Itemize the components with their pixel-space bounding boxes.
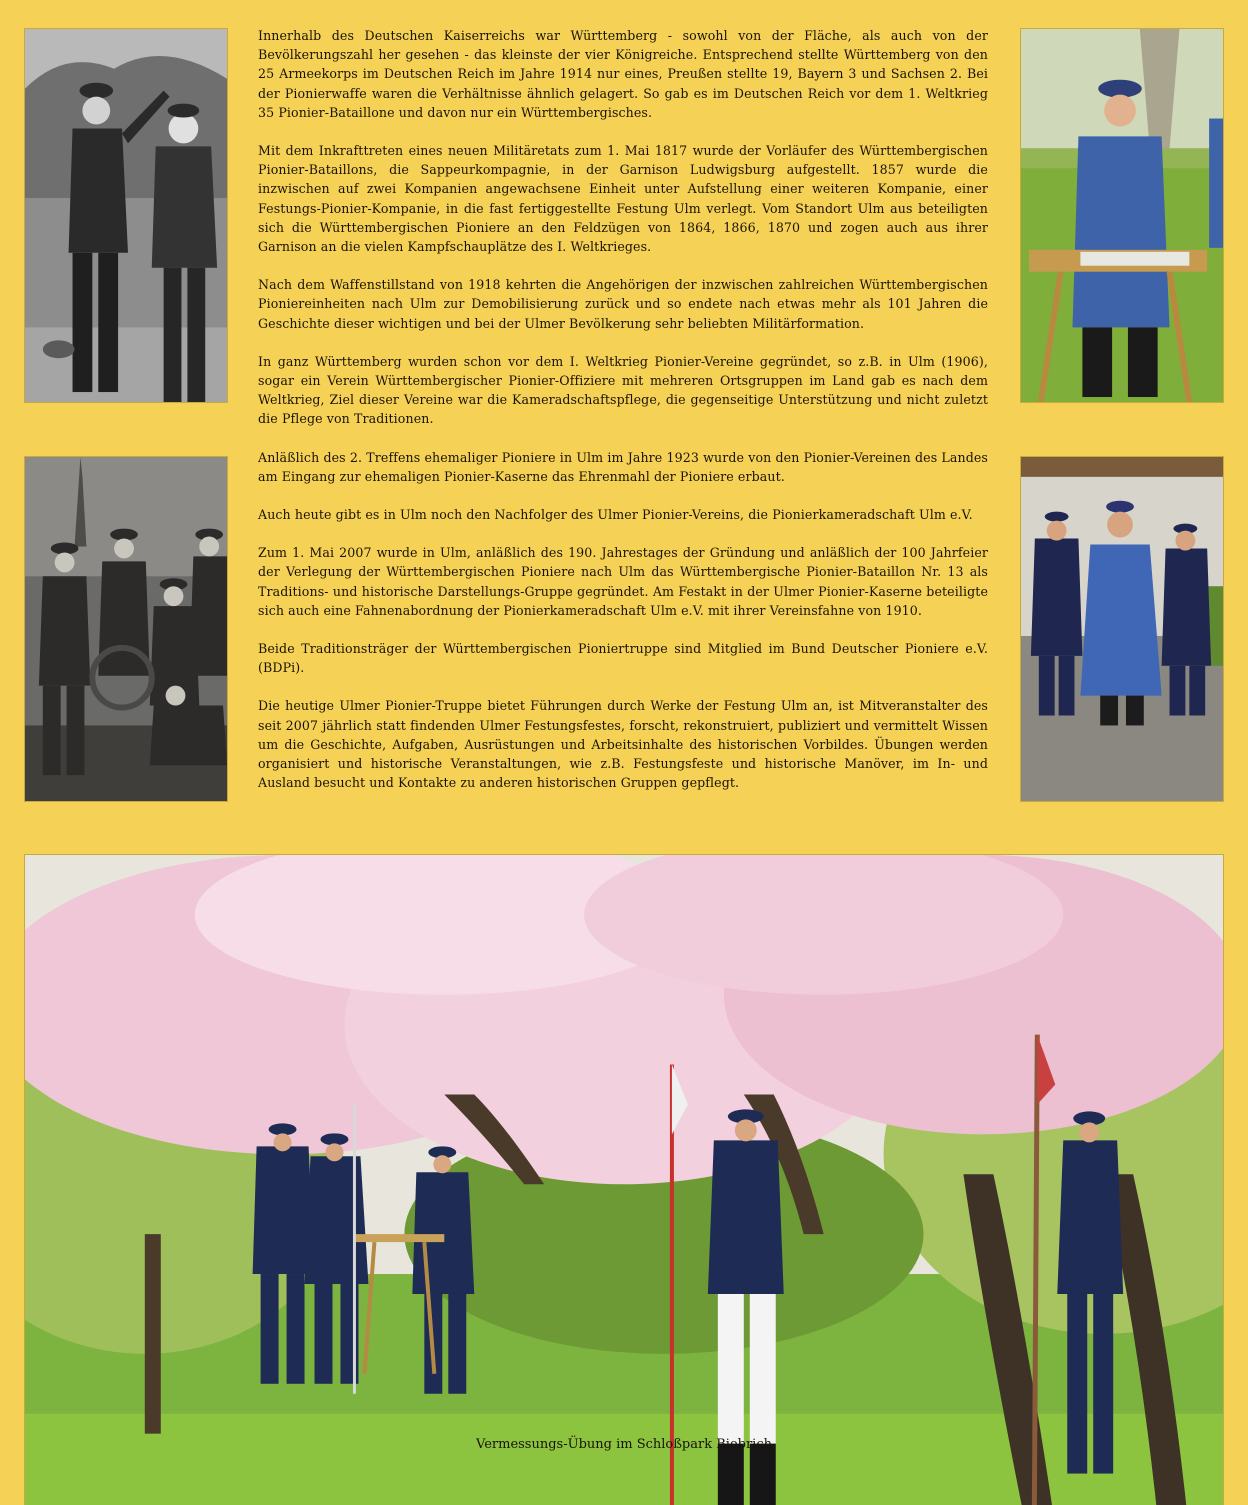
- historic-photo-pioneer-group: [24, 456, 228, 802]
- paragraph-armistice-1918: Nach dem Waffenstillstand von 1918 kehrten die Angehörigen der inzwischen zahlreichen Württembergischen Pioniereinheiten nach Ulm zur Demobilisierung zurück und so endete nach etwas mehr als 101 Jahren die Geschichte dieser wichtigen und bei der Ulmer Bevölkerung sehr beliebten Militärformation.: [258, 277, 988, 331]
- photo-survey-exercise-park: [24, 854, 1224, 1505]
- paragraph-intro: Innerhalb des Deutschen Kaiserreichs war Württemberg - sowohl von der Fläche, als auch von der Bevölkerungszahl her gesehen - das kleinste der vier Königreiche. Entsprechend stellte Württemberg von den 25 Armeekorps im Deutschen Reich im Jahre 1914 nur eines, Preußen stellte 19, Bayern 3 und Sachsen 2. Bei der Pionierwaffe waren die Verhältnisse ähnlich gelagert. So gab es im Deutschen Reich vor dem 1. Weltkrieg 35 Pionier-Bataillone und davon nur ein Württembergisches.: [258, 28, 988, 120]
- article-text: [258, 26, 988, 812]
- photo-three-reenactors: [1020, 456, 1224, 802]
- paragraph-successor-association: Auch heute gibt es in Ulm noch den Nachfolger des Ulmer Pionier-Vereins, die Pionierkameradschaft Ulm e.V.: [258, 507, 973, 523]
- paragraph-founding-2007: Zum 1. Mai 2007 wurde in Ulm, anläßlich des 190. Jahrestages der Gründung und anläßlich der 100 Jahrfeier der Verlegung der Württembergischen Pioniere nach Ulm das Württembergische Pionier-Bataillon Nr. 13 als Traditions- und historische Darstellungs-Gruppe gegründet. Am Festakt in der Ulmer Pionier-Kaserne beteiligte sich auch eine Fahnenabordnung der Pionierkameradschaft Ulm e.V. mit ihrer Vereinsfahne von 1910.: [258, 545, 988, 618]
- paragraph-pioneer-associations: In ganz Württemberg wurden schon vor dem I. Weltkrieg Pionier-Vereine gegründet, so z.B. in Ulm (1906), sogar ein Verein Württembergischer Pionier-Offiziere mit mehreren Ortsgruppen im Land gab es nach dem Weltkrieg, Ziel dieser Vereine war die Kameradschaftspflege, die gegenseitige Unterstützung und nicht zuletzt die Pflege von Traditionen.: [258, 353, 988, 427]
- paragraph-activities: Die heutige Ulmer Pionier-Truppe bietet Führungen durch Werke der Festung Ulm an, ist Mitveranstalter des seit 2007 jährlich statt findenden Ulmer Festungsfestes, forscht, rekonstruiert, publiziert und vermittelt Wissen um die Geschichte, Aufgaben, Ausrüstungen und Arbeitsinhalte des historischen Vorbildes. Übungen werden organisiert und historische Veranstaltungen, wie z.B. Festungsfeste und historische Manöver, im In- und Ausland besucht und Kontakte zu anderen historischen Gruppen gepflegt.: [258, 698, 988, 791]
- paragraph-bdpi-membership: Beide Traditionsträger der Württembergischen Pioniertruppe sind Mitglied im Bund Deutscher Pioniere e.V. (BDPi).: [258, 641, 988, 676]
- photo-caption: Vermessungs-Übung im Schloßpark Biebrich: [476, 1437, 772, 1452]
- historic-photo-two-officers: [24, 28, 228, 403]
- paragraph-memorial-1923: Anläßlich des 2. Treffens ehemaliger Pioniere in Ulm im Jahre 1923 wurde von den Pionier-Vereinen des Landes am Eingang zur ehemaligen Pionier-Kaserne das Ehrenmahl der Pioniere erbaut.: [258, 449, 988, 484]
- paragraph-history-1817: Mit dem Inkrafttreten eines neuen Militäretats zum 1. Mai 1817 wurde der Vorläufer des Württembergischen Pionier-Bataillons, die Sappeurkompagnie, in der Garnison Ludwigsburg aufgestellt. 1857 wurde die inzwischen auf zwei Kompanien angewachsene Einheit unter Aufstellung einer weiteren Kompanie, einer Festungs-Pionier-Kompanie, in die fast fertiggestellte Festung Ulm verlegt. Vom Standort Ulm aus beteiligten sich die Württembergischen Pioniere an den Feldzügen von 1864, 1866, 1870 und zogen auch aus ihrer Garnison an die vielen Kampfschauplätze des I. Weltkrieges.: [258, 143, 988, 255]
- photo-reenactor-survey-table: [1020, 28, 1224, 403]
